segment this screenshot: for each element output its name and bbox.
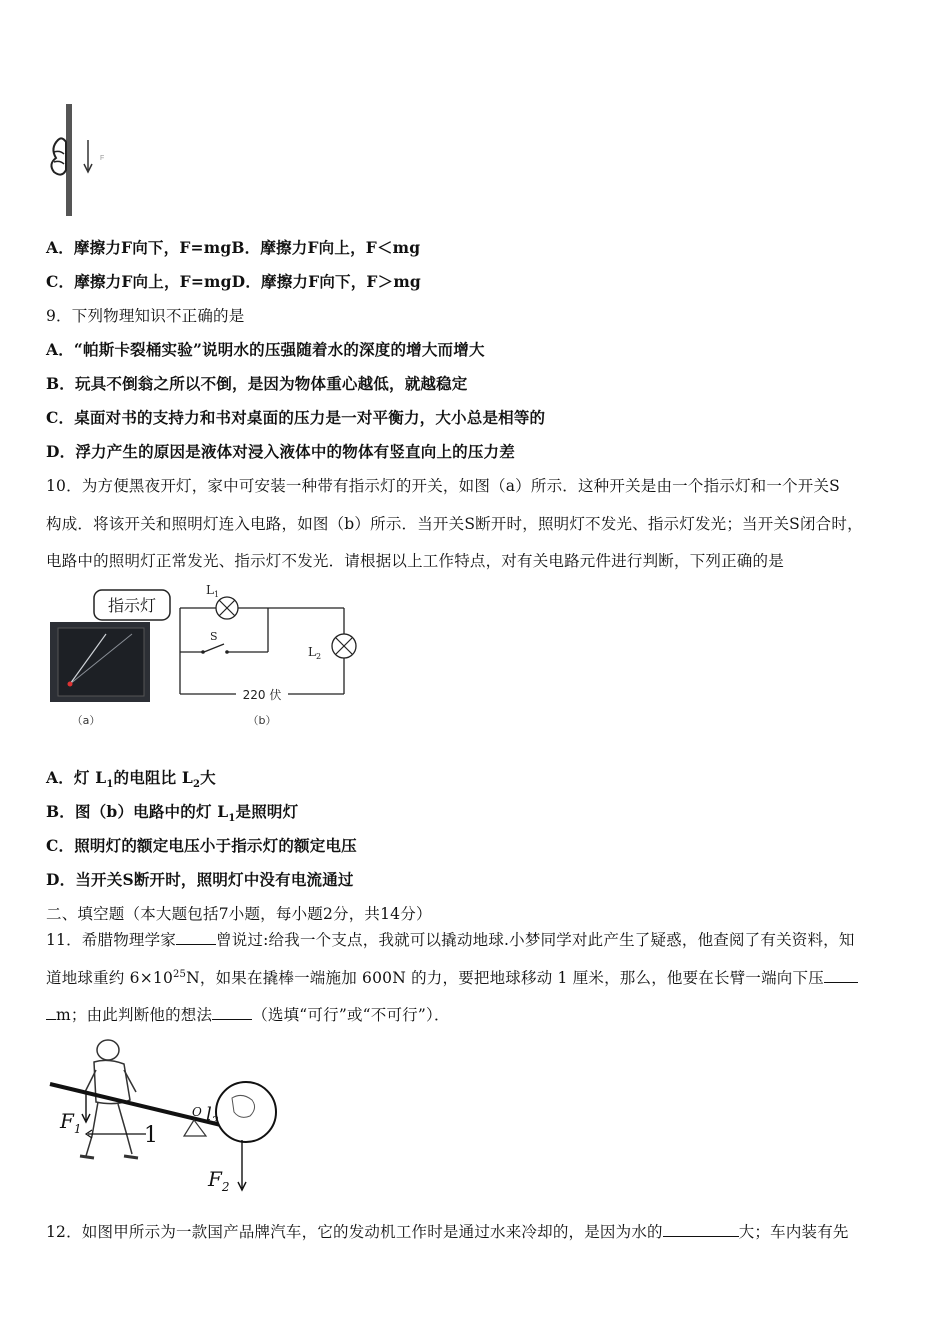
q11-line-3: m；由此判断他的想法 （选填“可行”或“不可行”）． <box>46 1003 450 1025</box>
q8-option-ab: A．摩擦力F向下，F=mgB．摩擦力F向上，F＜mg <box>46 238 421 257</box>
l2-label: $L_2$ <box>308 645 322 661</box>
q8-option-cd: C．摩擦力F向上，F=mgD．摩擦力F向下，F＞mg <box>46 272 421 291</box>
lever-earth-svg <box>46 1036 286 1196</box>
q11-blank-2a[interactable] <box>824 968 858 983</box>
l1-label: 1 <box>144 1123 158 1148</box>
q10-option-d: D．当开关S断开时，照明灯中没有电流通过 <box>46 870 354 889</box>
q10-line-1: 10．为方便黑夜开灯，家中可安装一种带有指示灯的开关，如图（a）所示．这种开关是由一个指示灯和一个开关S <box>46 477 840 495</box>
faint-label: F <box>100 155 105 162</box>
lever-earth-figure <box>46 1036 286 1196</box>
q11-line-1: 11．希腊物理学家 曾说过:给我一个支点，我就可以撬动地球.小梦同学对此产生了疑惑，他查阅了有关资料，知 <box>46 931 855 949</box>
switch-photo-figure <box>48 584 178 730</box>
wall-friction-svg <box>44 100 114 220</box>
q9-stem: 9．下列物理知识不正确的是 <box>46 307 245 325</box>
q9-option-c: C．桌面对书的支持力和书对桌面的压力是一对平衡力，大小总是相等的 <box>46 408 546 427</box>
l2-label: $l_2$ <box>206 1104 219 1127</box>
circuit-svg <box>176 582 366 730</box>
q10-line-2: 构成．将该开关和照明灯连入电路，如图（b）所示．当开关S断开时，照明灯不发光、指示灯发光；当开关S闭合时， <box>46 515 863 533</box>
q11-blank-1[interactable] <box>176 930 216 945</box>
q12-blank-1[interactable] <box>663 1222 739 1237</box>
circuit-figure <box>176 582 366 730</box>
switch-blade <box>204 644 224 652</box>
section-2-title: 二、填空题（本大题包括7小题，每小题2分，共14分） <box>46 905 432 923</box>
q11-blank-2b[interactable] <box>46 1005 56 1020</box>
switch-contact-left <box>201 650 205 654</box>
fig-a-label: （a） <box>71 714 101 727</box>
lamp-l1 <box>216 597 238 619</box>
o-label: O <box>192 1105 202 1119</box>
l1-label: $L_1$ <box>206 583 220 599</box>
hand-shape <box>51 138 66 174</box>
q9-option-a: A．“帕斯卡裂桶实验”说明水的压强随着水的深度的增大而增大 <box>46 340 485 359</box>
fig-b-label: （b） <box>247 714 277 727</box>
switch-photo-svg <box>48 584 178 730</box>
q10-option-a: A．灯 $L_1$的电阻比 $L_2$大 <box>46 768 216 791</box>
wall-friction-figure <box>44 100 114 220</box>
switch-contact-right <box>225 650 229 654</box>
f2-label: $F_2$ <box>208 1167 230 1194</box>
q9-option-d: D．浮力产生的原因是液体对浸入液体中的物体有竖直向上的压力差 <box>46 442 515 461</box>
q9-option-b: B．玩具不倒翁之所以不倒，是因为物体重心越低，就越稳定 <box>46 374 468 393</box>
earth-ball <box>216 1082 276 1142</box>
q11-line-2: 道地球重约 $6\times 10^{25}N$，如果在撬棒一端施加 600N 的力，要把地球移动 1 厘米，那么，他要在长臂一端向下压 <box>46 966 858 988</box>
q11-blank-3[interactable] <box>212 1005 252 1020</box>
q10-option-c: C．照明灯的额定电压小于指示灯的额定电压 <box>46 836 357 855</box>
q10-option-b: B．图（b）电路中的灯 $L_1$是照明灯 <box>46 802 299 825</box>
callout-label: 指示灯 <box>107 596 157 615</box>
q12-line-1: 12．如图甲所示为一款国产品牌汽车，它的发动机工作时是通过水来冷却的，是因为水的 大；车内装有先 <box>46 1223 849 1241</box>
f1-label: $F_1$ <box>60 1109 82 1136</box>
voltage-label: 220 伏 <box>242 688 282 702</box>
lamp-l2 <box>332 634 356 658</box>
q10-line-3: 电路中的照明灯正常发光、指示灯不发光．请根据以上工作特点，对有关电路元件进行判断，下列正确的是 <box>46 552 784 570</box>
indicator-light-dot <box>68 682 73 687</box>
switch-s-label: S <box>210 630 218 643</box>
